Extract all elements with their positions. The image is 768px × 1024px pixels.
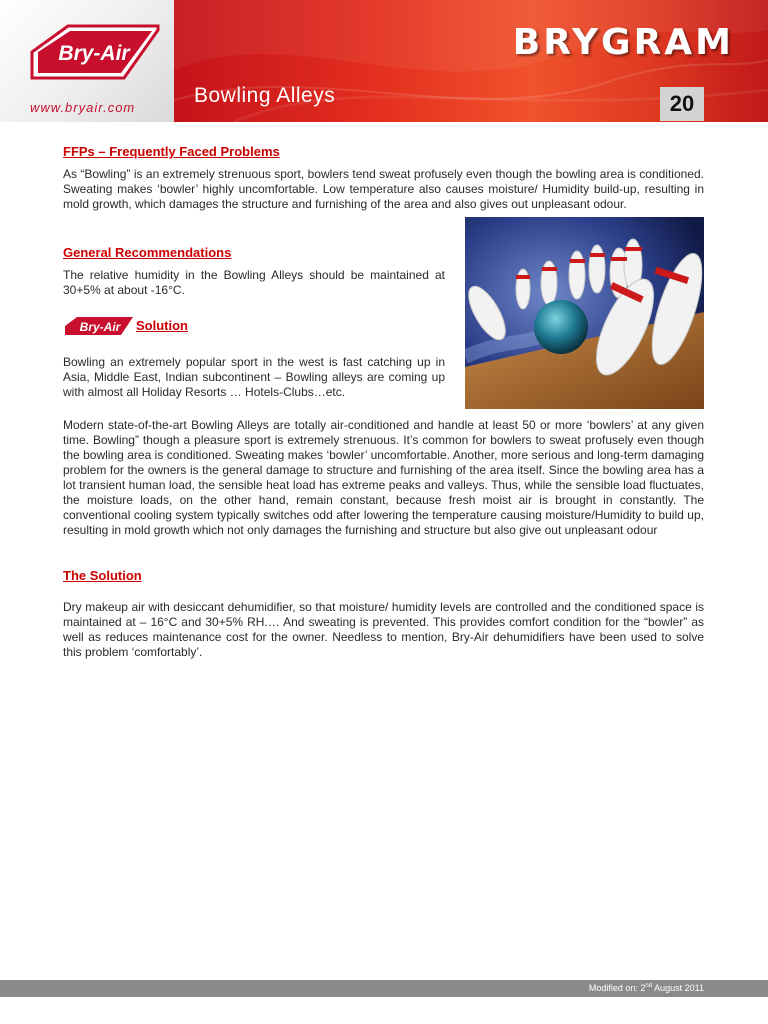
bry-air-small-logo <box>63 315 135 337</box>
small-logo-wordmark: Bry-Air <box>79 320 121 334</box>
the-solution-heading: The Solution <box>63 568 142 583</box>
page-topic: Bowling Alleys <box>194 84 336 107</box>
logo-panel <box>0 0 174 122</box>
the-solution-body: Dry makeup air with desiccant dehumidifier, so that moisture/ humidity levels are controlled and the conditioned space is maintained at – 16°C and 30+5% RH.… And sweating is prevented. This provides comfort condition for the “bowler” as well as reduces maintenance cost for the owner. Needless to mention, Bry-Air dehumidifiers have been used to solve this problem ‘comfortably’. <box>63 600 704 659</box>
issue-number-badge: 20 <box>660 87 704 121</box>
general-recommendations-body: The relative humidity in the Bowling Alleys should be maintained at 30+5% at about -16°C. <box>63 268 445 297</box>
publication-title: BRYGRAM <box>512 22 734 63</box>
logo-wordmark: Bry-Air <box>58 42 130 65</box>
details-body: Modern state-of-the-art Bowling Alleys are totally air-conditioned and handle at least 50 or more ‘bowlers’ at any given time. Bowling” though a pleasure sport is extremely strenuous. It’s common for bowlers to sweat profusely even though the bowling area is conditioned. Sweating makes ‘bowler’ uncomfortable. Another, more serious and long-term damaging problem for the owners is the general damage to structure and furnishing of the area itself. Since the bowling area has a lot transient human load, the sensible heat load has extreme peaks and valleys. Thus, while the sensible load fluctuates, the moisture loads, on the other hand, remain constant, because fresh moist air is brought in constantly. The conventional cooling system typically switches odd after lowering the temperature causing moisture/Humidity to build up, resulting in mold growth which not only damages the furnishing and structure but also give out unpleasant odour <box>63 418 704 537</box>
header <box>0 0 768 122</box>
bryair-solution-body: Bowling an extremely popular sport in the west is fast catching up in Asia, Middle East, Indian subcontinent – Bowling alleys are coming up with almost all Holiday Resorts … Hotels-Clubs…etc. <box>63 355 445 399</box>
modified-date-sup: nd <box>645 983 653 989</box>
website-link[interactable]: www.bryair.com <box>30 100 136 115</box>
modified-date <box>589 983 704 993</box>
modified-date-suffix: August 2011 <box>652 983 704 993</box>
ffp-heading: FFPs – Frequently Faced Problems <box>63 144 280 159</box>
modified-date-prefix: Modified on: 2 <box>588 983 646 993</box>
general-recommendations-heading: General Recommendations <box>63 245 232 260</box>
bry-air-logo[interactable] <box>28 22 162 82</box>
ffp-body: As “Bowling” is an extremely strenuous sport, bowlers tend sweat profusely even though the bowling area is conditioned. Sweating makes ‘bowler’ highly uncomfortable. Low temperature also causes moisture/ Humidity build-up, resulting in mold growth, which damages the structure and furnishing of the area and also gives out unpleasant odour. <box>63 167 704 211</box>
footer-bar <box>0 980 768 997</box>
bowling-photo <box>465 217 704 409</box>
solution-heading-label: Solution <box>136 318 188 333</box>
bowling-pins-illustration <box>465 217 704 409</box>
